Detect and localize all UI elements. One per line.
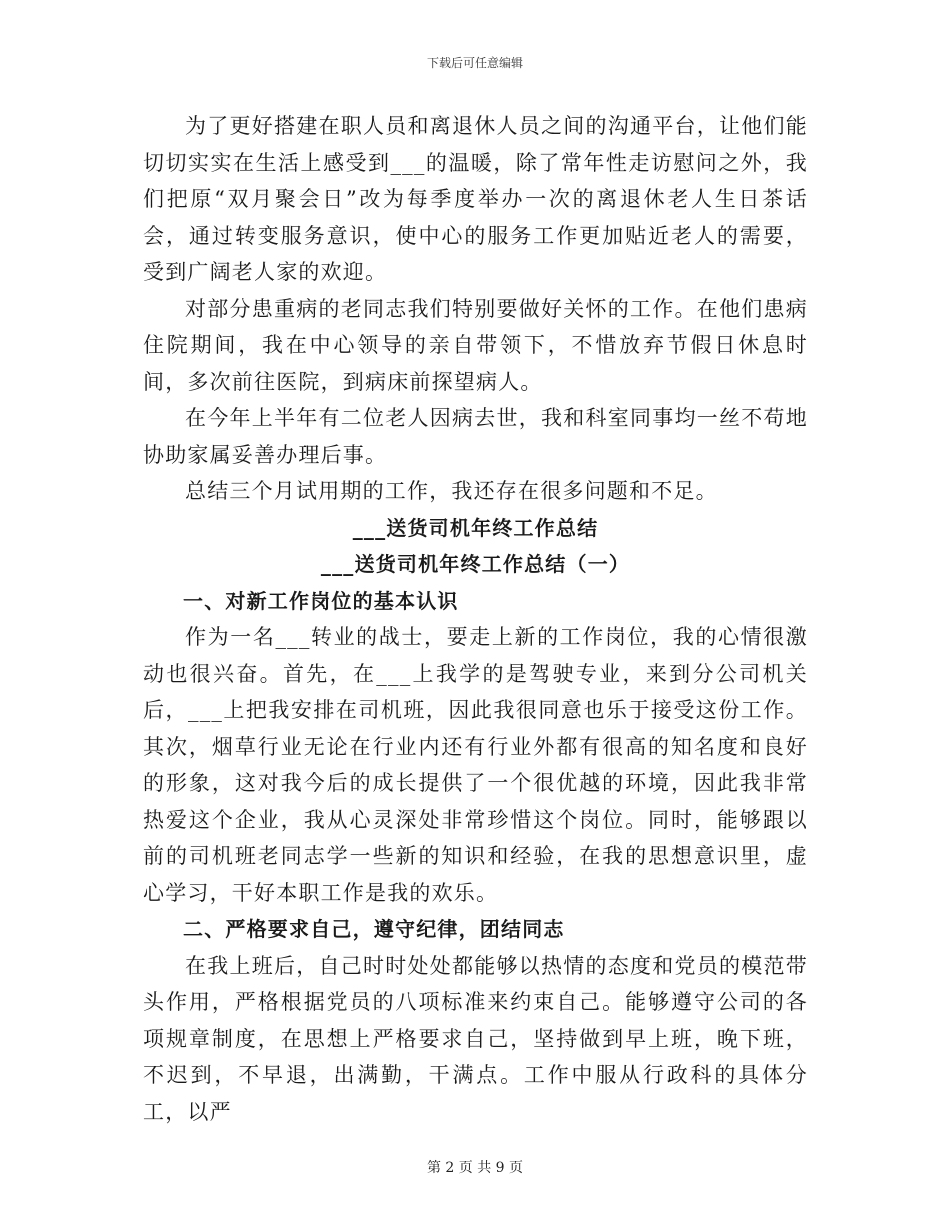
document-subtitle: ___送货司机年终工作总结（一） — [320, 552, 631, 576]
paragraph: 在今年上半年有二位老人因病去世，我和科室同事均一丝不苟地协助家属妥善办理后事。 — [143, 406, 808, 467]
section-heading: 一、对新工作岗位的基本认识 — [183, 588, 459, 613]
document-title: ___送货司机年终工作总结 — [352, 515, 599, 540]
paragraph: 对部分患重病的老同志我们特别要做好关怀的工作。在他们患病住院期间，我在中心领导的亲自带领下，不惜放弃节假日休息时间，多次前往医院，到病床前探望病人。 — [143, 296, 808, 394]
header-note: 下载后可任意编辑 — [426, 56, 523, 70]
paragraph: 作为一名___转业的战士，要走上新的工作岗位，我的心情很激动也很兴奋。首先，在___上我学的是驾驶专业，来到分公司机关后，___上把我安排在司机班，因此我很同意也乐于接受这份工作。其次，烟草行业无论在行业内还有行业外都有很高的知名度和良好的形象，这对我今后的成长提供了一个很优越的环境，因此我非常热爱这个企业，我从心灵深处非常珍惜这个岗位。同时，能够跟以前的司机班老同志学一些新的知识和经验，在我的思想意识里，虚心学习，干好本职工作是我的欢乐。 — [143, 625, 808, 905]
document-body — [143, 108, 808, 1130]
paragraph: 总结三个月试用期的工作，我还存在很多问题和不足。 — [185, 479, 718, 503]
section-heading: 二、严格要求自己，遵守纪律，团结同志 — [183, 917, 565, 941]
paragraph: 为了更好搭建在职人员和离退休人员之间的沟通平台，让他们能切切实实在生活上感受到___的温暖，除了常年性走访慰问之外，我们把原“双月聚会日”改为每季度举办一次的离退休老人生日茶话会，通过转变服务意识，使中心的服务工作更加贴近老人的需要，受到广阔老人家的欢迎。 — [143, 114, 808, 284]
page-number: 第 2 页 共 9 页 — [426, 1160, 524, 1176]
paragraph: 在我上班后，自己时时处处都能够以热情的态度和党员的模范带头作用，严格根据党员的八项标准来约束自己。能够遵守公司的各项规章制度，在思想上严格要求自己，坚持做到早上班，晚下班，不迟到，不早退，出满勤，干满点。工作中服从行政科的具体分工，以严 — [143, 953, 808, 1124]
